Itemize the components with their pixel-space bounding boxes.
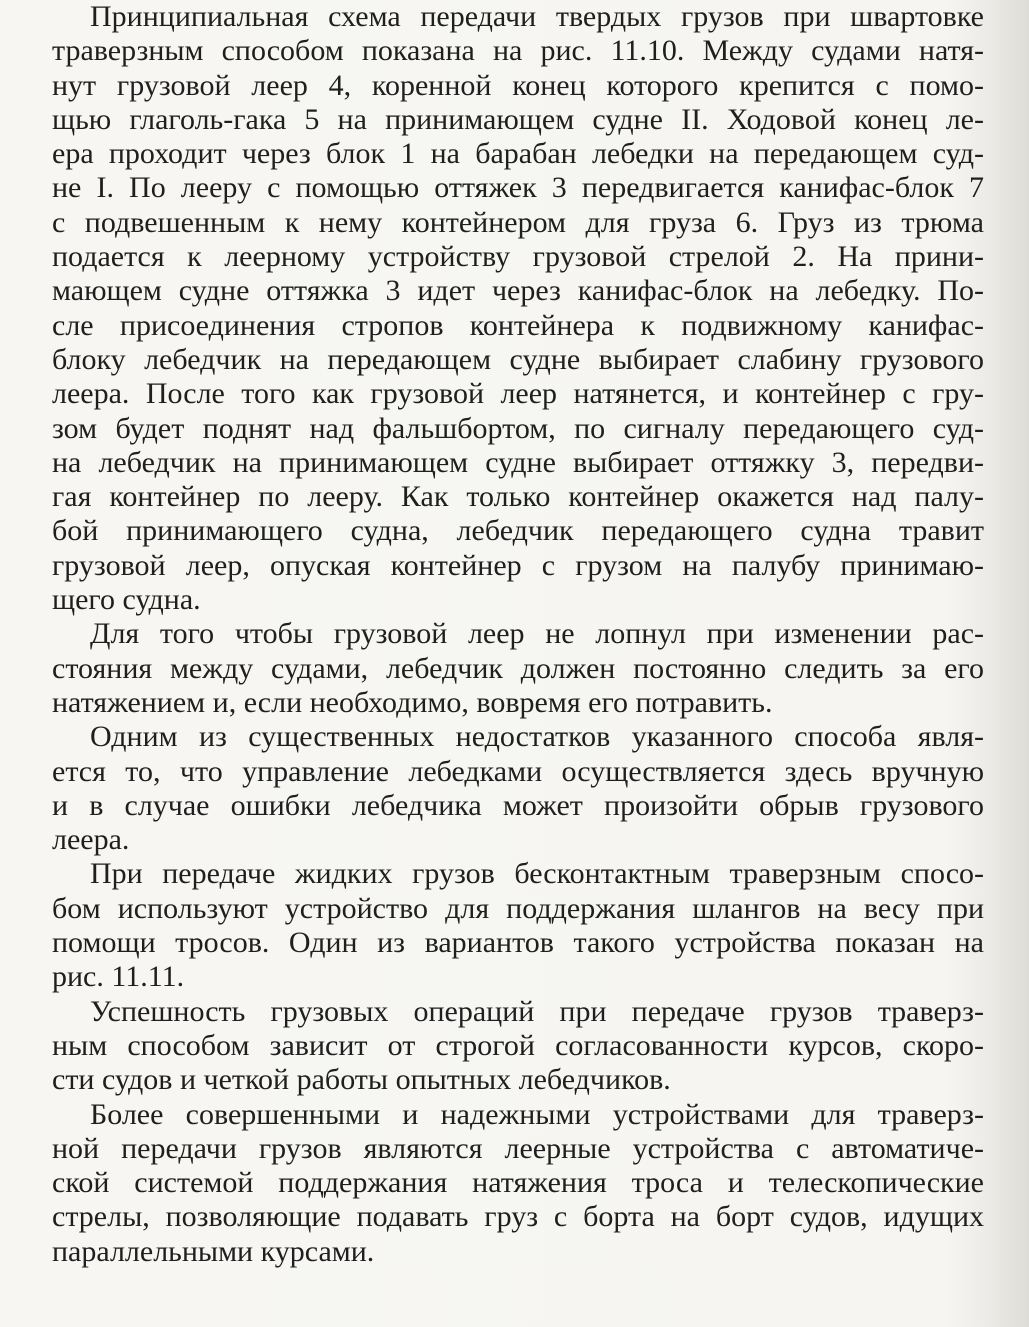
text-line: мающем судне оттяжка 3 идет через канифас-блок на лебедку. По- [52,274,984,308]
text-line: блоку лебедчик на передающем судне выбирает слабину грузового [52,342,984,376]
paragraph-cargo-scheme [52,0,984,617]
text-line: ется то, что управление лебедками осуществляется здесь вручную [52,754,984,788]
text-line: ной передачи грузов являются леерные устройства с автоматиче- [52,1131,984,1165]
text-line: Для того чтобы грузовой леер не лопнул при изменении рас- [90,617,984,651]
text-line: траверзным способом показана на рис. 11.10. Между судами натя- [52,34,984,68]
body-text [52,0,984,1269]
paragraph-winch-tension [52,617,984,720]
text-line: стояния между судами, лебедчик должен постоянно следить за его [52,651,984,685]
text-line: не I. По лееру с помощью оттяжек 3 передвигается канифас-блок 7 [52,171,984,205]
paragraph-drawbacks [52,720,984,857]
paragraph-success-factors [52,995,984,1098]
text-line: леера. [52,823,130,857]
text-line: сле присоединения стропов контейнера к подвижному канифас- [52,308,984,342]
text-line: параллельными курсами. [52,1234,375,1268]
text-line: стрелы, позволяющие подавать груз с борта на борт судов, идущих [52,1200,984,1234]
text-line: нут грузовой леер 4, коренной конец которого крепится с помо- [52,68,984,102]
text-line: щего судна. [52,583,201,617]
text-line: щью глаголь-гака 5 на принимающем судне II. Ходовой конец ле- [52,102,984,136]
text-line: Успешность грузовых операций при передаче грузов траверз- [90,994,984,1028]
text-line: натяжением и, если необходимо, вовремя его потравить. [52,685,773,719]
text-line: Более совершенными и надежными устройствами для траверз- [90,1097,984,1131]
paragraph-liquid-cargo [52,857,984,994]
text-line: рис. 11.11. [52,960,185,994]
text-line: зом будет поднят над фальшбортом, по сигналу передающего суд- [52,411,984,445]
text-line: грузовой леер, опуская контейнер с грузом на палубу принимаю- [52,548,984,582]
text-line: ской системой поддержания натяжения троса и телескопические [52,1166,984,1200]
text-line: и в случае ошибки лебедчика может произойти обрыв грузового [52,788,984,822]
text-line: бой принимающего судна, лебедчик передающего судна травит [52,514,984,548]
text-line: бом используют устройство для поддержания шлангов на весу при [52,891,984,925]
text-line: ным способом зависит от строгой согласованности курсов, скоро- [52,1028,984,1062]
text-line: леера. После того как грузовой леер натянется, и контейнер с гру- [52,377,984,411]
text-line: Принципиальная схема передачи твердых грузов при швартовке [90,0,984,33]
text-line: с подвешенным к нему контейнером для груза 6. Груз из трюма [52,205,984,239]
text-line: ера проходит через блок 1 на барабан лебедки на передающем суд- [52,137,984,171]
text-line: на лебедчик на принимающем судне выбирает оттяжку 3, передви- [52,445,984,479]
text-line: гая контейнер по лееру. Как только контейнер окажется над палу- [52,480,984,514]
text-line: Одним из существенных недостатков указанного способа явля- [90,720,984,754]
text-line: При передаче жидких грузов бесконтактным траверзным спосо- [90,857,984,891]
text-line: помощи тросов. Один из вариантов такого устройства показан на [52,926,984,960]
text-line: сти судов и четкой работы опытных лебедчиков. [52,1063,671,1097]
text-line: подается к леерному устройству грузовой стрелой 2. На прини- [52,240,984,274]
paragraph-advanced-devices [52,1098,984,1269]
